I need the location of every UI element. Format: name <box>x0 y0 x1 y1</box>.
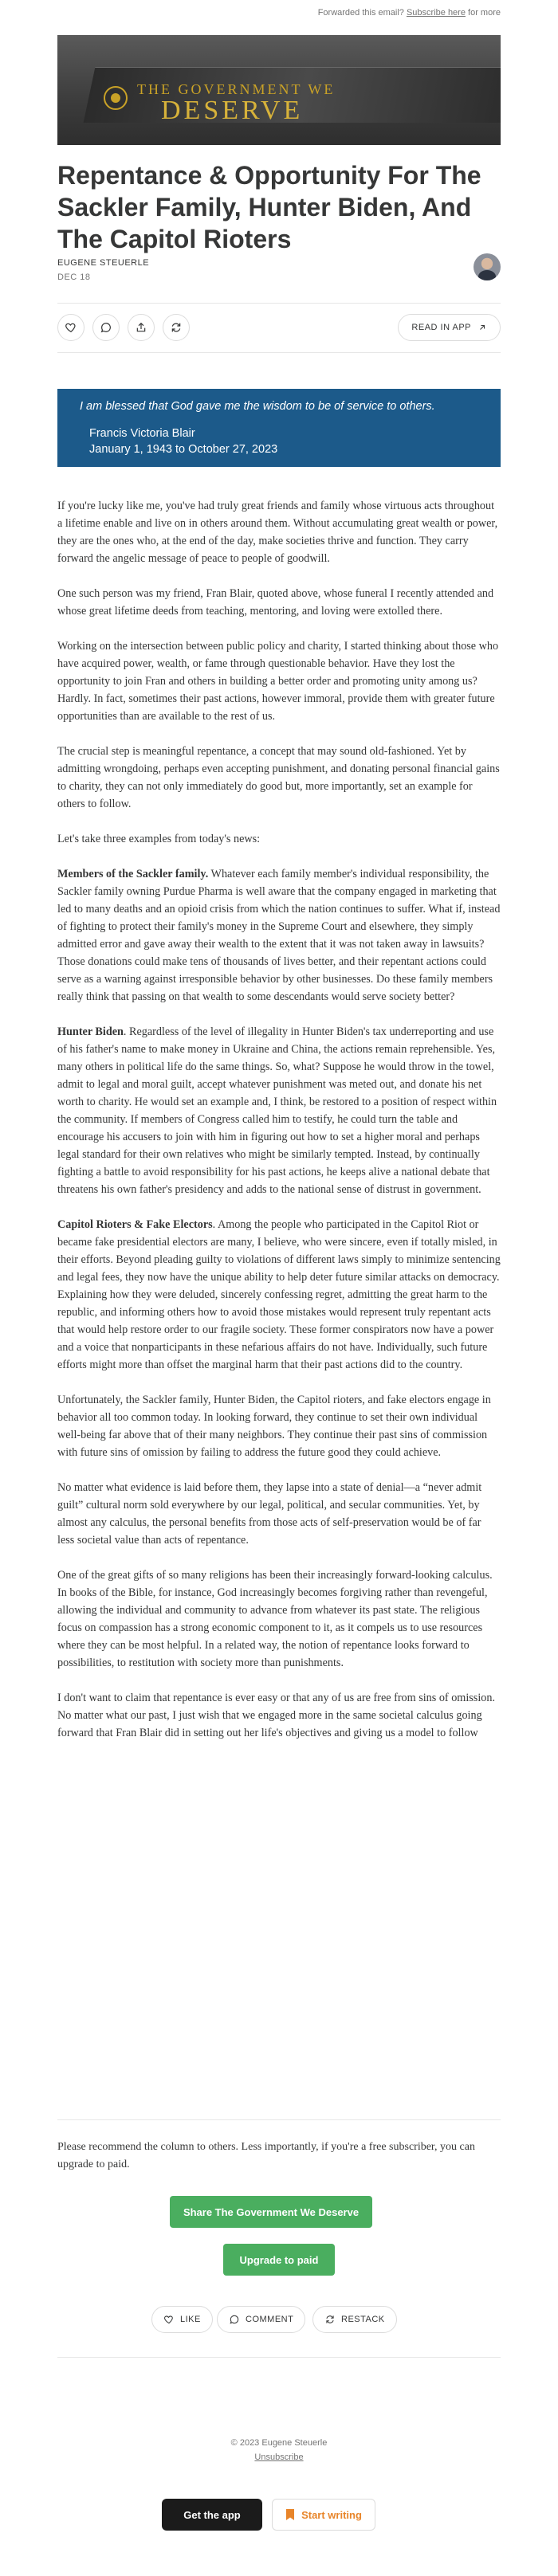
restack-button[interactable] <box>163 314 190 341</box>
forwarded-bar <box>318 8 501 18</box>
forwarded-text: Forwarded this email? <box>317 8 404 18</box>
forwarded-suffix: for more <box>468 8 501 18</box>
quote-dates: January 1, 1943 to October 27, 2023 <box>89 443 278 456</box>
post-actions <box>57 314 501 341</box>
banner-line-1: THE GOVERNMENT WE <box>137 81 336 97</box>
banner-line-2: DESERVE <box>161 96 304 125</box>
paragraph: Unfortunately, the Sackler family, Hunter Biden, the Capitol rioters, and fake electors engage in behavior all too common today. In looking forward, they continue to set their own individual well-being far above that of their many neighbors. They continue their past sins of commission with future sins of omission by failing to address the future good they could achieve. <box>57 1394 491 1459</box>
get-app-button[interactable]: Get the app <box>162 2499 262 2531</box>
paragraph: One such person was my friend, Fran Blair, quoted above, whose funeral I recently attended and whose great lifetime deeds from teaching, mentoring, and loving were extolled there. <box>57 587 494 618</box>
copyright: © 2023 Eugene Steuerle <box>230 2438 328 2448</box>
quote-name: Francis Victoria Blair <box>89 427 195 440</box>
paragraph: Working on the intersection between public policy and charity, I started thinking about those who have acquired power, wealth, or fame through questionable behavior. Have they lost the opportunity to join Fran and others in building a better order and promoting unity among us? Hardly. In fact, sometimes their past actions, however immoral, provide them with greater future opportunities than are available to the rest of us. <box>57 640 499 723</box>
memorial-quote-box <box>57 389 501 467</box>
comment-icon <box>229 2314 240 2325</box>
share-publication-button[interactable]: Share The Government We Deserve <box>170 2196 372 2228</box>
start-writing-label: Start writing <box>301 2508 362 2521</box>
paragraph: The crucial step is meaningful repentance, a concept that may sound old-fashioned. Yet by admitting wrongdoing, perhaps even accepting punishment, and donating personal financial gains to charity, they can not only immediately do good but, more importantly, set an example for others to follow. <box>57 745 500 810</box>
paragraph-lead: Members of the Sackler family. <box>57 868 209 880</box>
unsubscribe-link[interactable]: Unsubscribe <box>254 2452 304 2462</box>
paragraph: If you're lucky like me, you've had truly great friends and family whose virtuous acts throughout a lifetime enable and live on in others around them. Without accumulating great wealth or power, they are the ones who, at the end of the day, make societies thrive and function. They carry forward the angelic message of peace to people of goodwill. <box>57 500 498 565</box>
heart-icon <box>65 321 77 334</box>
restack-label: RESTACK <box>341 2315 385 2324</box>
comment-pill-button[interactable] <box>217 2306 305 2333</box>
bookmark-icon <box>285 2509 295 2520</box>
comment-label: COMMENT <box>246 2315 294 2324</box>
paragraph-lead: Capitol Rioters & Fake Electors <box>57 1218 213 1231</box>
paragraph: I don't want to claim that repentance is ever easy or that any of us are free from sins of omission. No matter what our past, I just wish that we engaged more in the same societal calculus going forward that Fran Blair did in setting out her life's objectives and giving us a model to follow <box>57 1692 495 1739</box>
divider <box>57 2119 501 2120</box>
read-in-app-button[interactable] <box>398 314 501 341</box>
post-title[interactable]: Repentance & Opportunity For The Sackler Family, Hunter Biden, And The Capitol Rioters <box>57 161 481 253</box>
paragraph: No matter what evidence is laid before them, they lapse into a state of denial—a “never admit guilt” cultural norm sold everywhere by our legal, political, and secular communities. Yet, by almost any calculus, the personal benefits from those acts of self-preservation would be of far less societal value than acts of repentance. <box>57 1481 482 1547</box>
paragraph: Let's take three examples from today's news: <box>57 833 261 845</box>
author-name[interactable]: EUGENE STEUERLE <box>57 258 150 268</box>
subscribe-link[interactable]: Subscribe here <box>406 8 466 18</box>
share-button[interactable] <box>128 314 155 341</box>
like-button[interactable] <box>57 314 84 341</box>
paragraph-lead: Hunter Biden <box>57 1025 124 1038</box>
quote-text: I am blessed that God gave me the wisdom to be of service to others. <box>80 400 435 413</box>
upgrade-button[interactable]: Upgrade to paid <box>223 2244 335 2276</box>
divider <box>57 303 501 304</box>
restack-icon <box>324 2314 336 2325</box>
author-avatar[interactable] <box>474 253 501 280</box>
divider <box>57 352 501 353</box>
like-pill-button[interactable] <box>151 2306 213 2333</box>
comment-button[interactable] <box>92 314 120 341</box>
post-date: DEC 18 <box>57 272 91 282</box>
heart-icon <box>163 2314 175 2325</box>
header-banner-image <box>57 35 501 145</box>
divider <box>57 2357 501 2358</box>
paragraph: One of the great gifts of so many religions has been their increasingly forward-looking calculus. In books of the Bible, for instance, God increasingly becomes forgiving rather than revengeful, allowing the individual and community to advance from whatever its past state. The religious focus on compassion has a strong economic component to it, as it compels us to use resources where they can be most helpful. In a related way, the notion of repentance looks forward to possibilities, to restitution with society more than punishments. <box>57 1569 493 1669</box>
restack-pill-button[interactable] <box>312 2306 397 2333</box>
post-body <box>57 497 501 1759</box>
recommend-text: Please recommend the column to others. Less importantly, if you're a free subscriber, you can upgrade to paid. <box>57 2141 475 2170</box>
share-icon <box>135 321 147 334</box>
comment-icon <box>100 321 112 334</box>
like-label: LIKE <box>180 2315 201 2324</box>
paragraph: Hunter Biden. Regardless of the level of illegality in Hunter Biden's tax underreporting and use of his father's name to make money in Ukraine and China, the actions remain reprehensible. Yes, many others in political life do the same things. So, what? Suppose he would throw in the towel, admit to legal and moral guilt, accept whatever punishment was meted out, and donate his net worth to charity. He would set an example and, I think, be restored to a position of respect within the community. If members of Congress called him to testify, he could turn the table and encourage his accusers to join with him in figuring out how to set a higher moral and perhaps legal standard for their own relatives who might be similarly tempted. Instead, by continually fighting a battle to avoid responsibility for his past actions, he keeps alive a national debate that threatens his own father's presidency and adds to the national sense of distrust in government. <box>57 1025 497 1196</box>
restack-icon <box>170 321 183 334</box>
start-writing-button[interactable] <box>272 2499 375 2531</box>
arrow-up-right-icon <box>477 323 487 332</box>
paragraph: Members of the Sackler family. Whatever each family member's individual responsibility, the Sackler family owning Purdue Pharma is well aware that the company engaged in marketing that led to many deaths and an opioid crisis from which the nation continues to suffer. What if, instead of fighting to protect their family's money in the Supreme Court and elsewhere, they simply admitted error and gave away their wealth to the extent that it was not taken away in lawsuits? Those donations could make tens of thousands of lives better, and their repentant actions could serve as a warning against irresponsible behavior by other businesses. Do these family members really think that passing on that wealth to some descendants would serve society better? <box>57 868 501 1003</box>
seal-icon <box>104 86 128 110</box>
paragraph: Capitol Rioters & Fake Electors. Among the people who participated in the Capitol Riot or became fake presidential electors are many, I believe, who were sincere, even if totally misled, in their efforts. Beyond pleading guilty to violations of different laws simply to minimize sentencing and legal fees, they now have the unique ability to help deter future similar attacks on democracy. Explaining how they were deluded, sincerely confessing regret, admitting the great harm to the republic, and informing others how to avoid those mistakes would represent truly repentant acts that would help restore order to our fragile society. These former conspirators now have a power and a voice that nonparticipants in these nefarious affairs do not have. Individually, such future efforts might more than offset the marginal harm that their past actions did to the country. <box>57 1218 501 1371</box>
read-in-app-label: READ IN APP <box>411 323 471 332</box>
